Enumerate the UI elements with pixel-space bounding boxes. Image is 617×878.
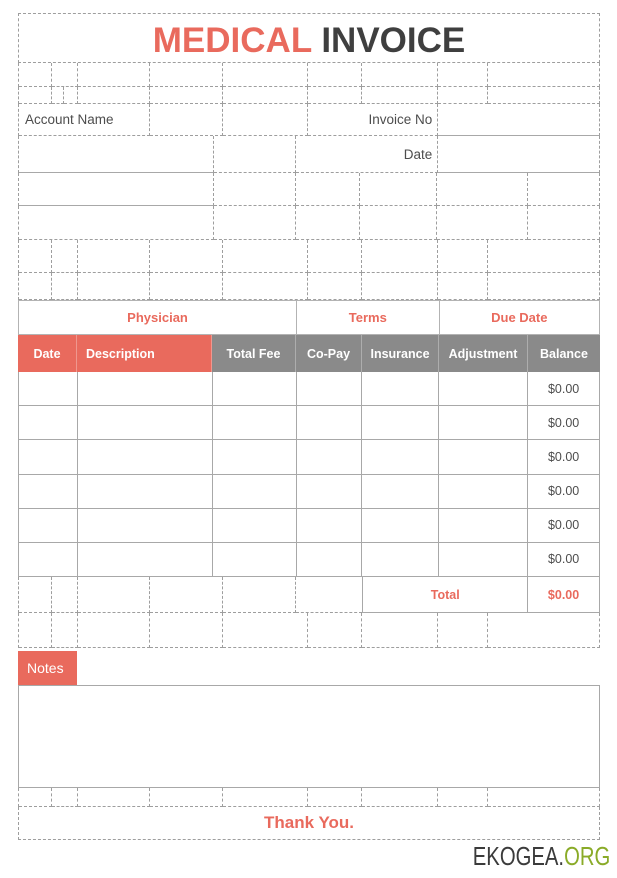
total-row bbox=[18, 577, 600, 613]
thank-you-row bbox=[18, 807, 600, 840]
table-body bbox=[18, 372, 600, 577]
table-cell[interactable] bbox=[439, 440, 528, 473]
table-cell[interactable] bbox=[213, 509, 297, 542]
grid-cell bbox=[52, 788, 78, 807]
table-cell[interactable] bbox=[19, 475, 78, 508]
grid-cell bbox=[78, 613, 150, 648]
grid-cell bbox=[78, 577, 150, 613]
grid-row bbox=[18, 206, 600, 240]
grid-row bbox=[18, 273, 600, 300]
invoice-no-label: Invoice No bbox=[308, 104, 439, 136]
grid-cell bbox=[488, 788, 600, 807]
grid-cell bbox=[223, 63, 308, 87]
grid-cell bbox=[438, 87, 488, 104]
table-cell[interactable] bbox=[78, 440, 213, 473]
table-row bbox=[18, 543, 600, 577]
col-header-description: Description bbox=[77, 335, 212, 372]
grid-cell bbox=[308, 613, 363, 648]
table-cell[interactable] bbox=[439, 543, 528, 576]
grid-cell bbox=[150, 240, 223, 273]
grid-cell bbox=[52, 613, 78, 648]
table-cell[interactable] bbox=[362, 509, 439, 542]
grid-cell bbox=[52, 240, 78, 273]
grid-cell bbox=[362, 240, 438, 273]
grid-cell bbox=[223, 273, 308, 300]
table-cell[interactable] bbox=[78, 406, 213, 439]
grid-cell bbox=[488, 240, 600, 273]
notes-label: Notes bbox=[18, 651, 77, 685]
grid-cell bbox=[19, 613, 52, 648]
table-cell[interactable] bbox=[362, 406, 439, 439]
grid-cell bbox=[150, 613, 223, 648]
grid-row bbox=[18, 240, 600, 273]
date-field[interactable] bbox=[438, 136, 600, 173]
brand-suffix: ORG bbox=[563, 841, 610, 871]
notes-field[interactable] bbox=[18, 685, 600, 788]
grid-cell bbox=[223, 613, 308, 648]
grid-cell bbox=[78, 87, 150, 104]
grid-cell bbox=[150, 577, 223, 613]
section-physician: Physician bbox=[127, 310, 188, 325]
table-cell[interactable] bbox=[19, 406, 78, 439]
grid-cell bbox=[308, 240, 363, 273]
page-title bbox=[153, 21, 465, 61]
col-header-co-pay: Co-Pay bbox=[296, 335, 362, 372]
thank-you-text: Thank You. bbox=[263, 813, 355, 832]
grid-cell bbox=[214, 173, 296, 206]
brand-name: EKOGEA. bbox=[472, 841, 564, 871]
grid-cell bbox=[214, 206, 296, 240]
grid-cell bbox=[437, 173, 528, 206]
col-header-adjustment: Adjustment bbox=[439, 335, 528, 372]
grid-cell bbox=[19, 63, 52, 87]
grid-cell bbox=[150, 273, 223, 300]
grid-cell bbox=[438, 240, 488, 273]
grid-cell bbox=[362, 273, 438, 300]
address-row bbox=[18, 173, 600, 206]
grid-cell bbox=[296, 206, 361, 240]
brand-logo bbox=[473, 841, 610, 871]
total-value: $0.00 bbox=[528, 577, 600, 613]
table-cell[interactable] bbox=[19, 440, 78, 473]
col-header-date: Date bbox=[18, 335, 77, 372]
grid-cell bbox=[438, 63, 488, 87]
title-box bbox=[18, 13, 600, 63]
col-header-total-fee: Total Fee bbox=[212, 335, 296, 372]
table-cell[interactable] bbox=[362, 372, 439, 405]
grid-cell bbox=[308, 788, 363, 807]
total-label: Total bbox=[362, 577, 528, 613]
table-cell[interactable] bbox=[297, 509, 363, 542]
col-header-insurance: Insurance bbox=[362, 335, 439, 372]
table-row bbox=[18, 372, 600, 406]
table-cell[interactable] bbox=[19, 509, 78, 542]
grid-cell bbox=[78, 273, 150, 300]
grid-cell bbox=[488, 613, 600, 648]
table-cell[interactable] bbox=[213, 440, 297, 473]
grid-row bbox=[18, 87, 600, 104]
grid-cell bbox=[488, 87, 600, 104]
grid-row bbox=[18, 613, 600, 648]
table-cell[interactable] bbox=[362, 475, 439, 508]
grid-cell bbox=[19, 273, 52, 300]
table-row bbox=[18, 406, 600, 440]
grid-cell bbox=[296, 577, 363, 613]
section-due-date: Due Date bbox=[439, 301, 599, 334]
grid-cell bbox=[214, 136, 296, 173]
table-cell[interactable] bbox=[78, 372, 213, 405]
grid-cell bbox=[78, 788, 150, 807]
grid-cell bbox=[438, 273, 488, 300]
grid-cell bbox=[362, 613, 438, 648]
grid-cell bbox=[19, 87, 52, 104]
balance-cell[interactable]: $0.00 bbox=[528, 509, 600, 542]
grid-cell bbox=[223, 240, 308, 273]
table-cell[interactable] bbox=[19, 543, 78, 576]
invoice-no-field[interactable] bbox=[438, 104, 600, 136]
grid-cell bbox=[52, 273, 78, 300]
table-cell[interactable] bbox=[439, 475, 528, 508]
table-cell[interactable] bbox=[297, 406, 363, 439]
grid-cell bbox=[362, 788, 438, 807]
balance-cell[interactable]: $0.00 bbox=[528, 543, 600, 576]
date-row bbox=[18, 136, 600, 173]
grid-cell bbox=[488, 63, 600, 87]
table-cell[interactable] bbox=[297, 543, 363, 576]
account-name-line-2[interactable] bbox=[19, 173, 214, 206]
balance-cell[interactable]: $0.00 bbox=[528, 406, 600, 439]
grid-cell bbox=[362, 63, 438, 87]
grid-cell bbox=[223, 104, 308, 136]
table-cell[interactable] bbox=[213, 406, 297, 439]
grid-cell bbox=[528, 173, 600, 206]
grid-cell bbox=[360, 173, 437, 206]
grid-cell bbox=[223, 577, 296, 613]
grid-cell bbox=[488, 273, 600, 300]
grid-cell bbox=[308, 63, 363, 87]
grid-cell bbox=[308, 87, 363, 104]
grid-cell bbox=[64, 87, 78, 104]
grid-cell bbox=[438, 613, 488, 648]
table-cell[interactable] bbox=[439, 509, 528, 542]
grid-cell bbox=[223, 788, 308, 807]
account-name-label: Account Name bbox=[19, 104, 150, 136]
account-row bbox=[18, 104, 600, 136]
date-label: Date bbox=[296, 136, 439, 173]
grid-cell bbox=[78, 240, 150, 273]
grid-cell bbox=[150, 63, 223, 87]
table-cell[interactable] bbox=[213, 543, 297, 576]
grid-cell bbox=[438, 788, 488, 807]
balance-cell[interactable]: $0.00 bbox=[528, 372, 600, 405]
table-cell[interactable] bbox=[362, 440, 439, 473]
table-cell[interactable] bbox=[439, 406, 528, 439]
col-header-balance: Balance bbox=[528, 335, 600, 372]
table-cell[interactable] bbox=[362, 543, 439, 576]
table-cell[interactable] bbox=[213, 475, 297, 508]
grid-cell bbox=[150, 788, 223, 807]
grid-cell bbox=[19, 788, 52, 807]
grid-cell bbox=[528, 206, 600, 240]
title-medical: MEDICAL bbox=[152, 20, 312, 60]
table-cell[interactable] bbox=[297, 475, 363, 508]
grid-cell bbox=[52, 577, 78, 613]
balance-cell[interactable]: $0.00 bbox=[528, 475, 600, 508]
table-cell[interactable] bbox=[78, 475, 213, 508]
section-header-row bbox=[18, 300, 600, 335]
grid-cell bbox=[296, 173, 361, 206]
grid-cell bbox=[78, 63, 150, 87]
table-cell[interactable] bbox=[297, 440, 363, 473]
section-terms: Terms bbox=[296, 301, 439, 334]
grid-cell bbox=[308, 273, 363, 300]
title-invoice: INVOICE bbox=[321, 20, 466, 60]
table-cell[interactable] bbox=[439, 372, 528, 405]
table-row bbox=[18, 475, 600, 509]
grid-row bbox=[18, 63, 600, 87]
grid-cell bbox=[52, 63, 78, 87]
table-row bbox=[18, 509, 600, 543]
grid-row bbox=[18, 788, 600, 807]
balance-cell[interactable]: $0.00 bbox=[528, 440, 600, 473]
account-name-field[interactable] bbox=[150, 104, 223, 136]
grid-cell bbox=[19, 206, 214, 240]
grid-cell bbox=[437, 206, 528, 240]
grid-cell bbox=[362, 87, 438, 104]
table-header-row bbox=[18, 335, 600, 372]
grid-cell bbox=[360, 206, 437, 240]
grid-cell bbox=[19, 240, 52, 273]
grid-cell bbox=[19, 577, 52, 613]
table-cell[interactable] bbox=[78, 543, 213, 576]
table-cell[interactable] bbox=[78, 509, 213, 542]
table-cell[interactable] bbox=[19, 372, 78, 405]
table-cell[interactable] bbox=[297, 372, 363, 405]
grid-cell bbox=[223, 87, 308, 104]
account-name-line-1[interactable] bbox=[19, 136, 214, 173]
table-cell[interactable] bbox=[213, 372, 297, 405]
grid-cell bbox=[150, 87, 223, 104]
grid-cell bbox=[52, 87, 64, 104]
table-row bbox=[18, 440, 600, 474]
